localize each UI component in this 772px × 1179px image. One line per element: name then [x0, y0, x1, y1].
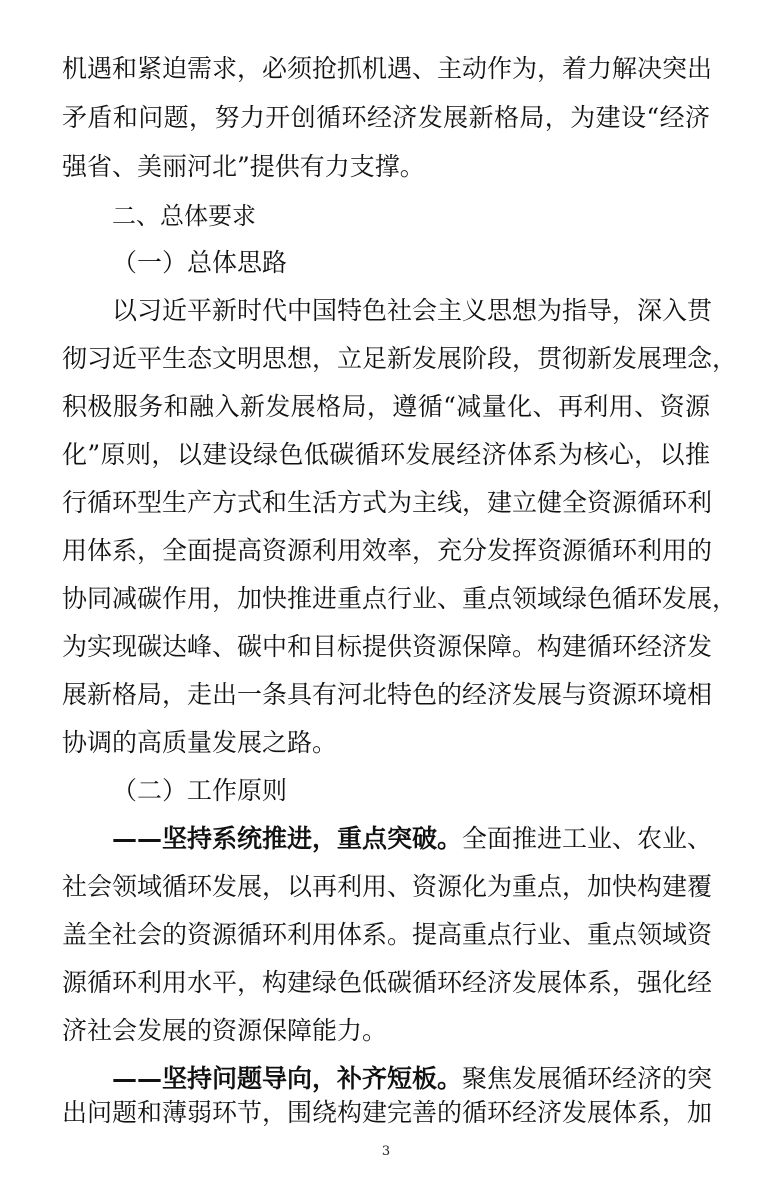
paragraph-line: 源循环利用水平，构建绿色低碳循环经济发展体系，强化经 [62, 968, 713, 997]
paragraph-line: 协同减碳作用，加快推进重点行业、重点领域绿色循环发展， [62, 584, 738, 613]
text-line: 矛盾和问题，努力开创循环经济发展新格局，为建设“经济 [62, 103, 710, 132]
paragraph-line: 盖全社会的资源循环利用体系。提高重点行业、重点领域资 [62, 920, 713, 949]
subsection-heading: （一）总体思路 [112, 248, 288, 277]
text-line: 强省、美丽河北”提供有力支撑。 [62, 152, 425, 181]
principle-text: 全面推进工业、农业、 [462, 824, 713, 853]
subsection-heading: （二）工作原则 [112, 776, 288, 805]
principle-line [112, 1062, 713, 1096]
page-number: 3 [381, 1144, 391, 1159]
paragraph-line: 协调的高质量发展之路。 [62, 728, 338, 757]
paragraph-line: 以习近平新时代中国特色社会主义思想为指导，深入贯 [112, 296, 713, 325]
paragraph-line: 积极服务和融入新发展格局，遵循“减量化、再利用、资源 [62, 392, 710, 421]
paragraph-line: 为实现碳达峰、碳中和目标提供资源保障。构建循环经济发 [62, 632, 713, 661]
text-line: 机遇和紧迫需求，必须抢抓机遇、主动作为，着力解决突出 [62, 54, 713, 83]
principle-text: 聚焦发展循环经济的突 [462, 1064, 713, 1093]
paragraph-line: 用体系，全面提高资源利用效率，充分发挥资源循环利用的 [62, 536, 713, 565]
paragraph-line: 行循环型生产方式和生活方式为主线，建立健全资源循环利 [62, 488, 713, 517]
principle-title: ——坚持系统推进，重点突破。 [112, 824, 463, 853]
paragraph-line: 济社会发展的资源保障能力。 [62, 1016, 388, 1045]
principle-title: ——坚持问题导向，补齐短板。 [112, 1064, 463, 1093]
paragraph-line: 展新格局，走出一条具有河北特色的经济发展与资源环境相 [62, 680, 713, 709]
paragraph-line: 彻习近平生态文明思想，立足新发展阶段，贯彻新发展理念， [62, 344, 738, 373]
paragraph-line: 化”原则，以建设绿色低碳循环发展经济体系为核心，以推 [62, 440, 710, 469]
paragraph-line: 出问题和薄弱环节，围绕构建完善的循环经济发展体系，加 [62, 1098, 713, 1127]
section-heading: 二、总体要求 [112, 202, 256, 230]
paragraph-line: 社会领域循环发展，以再利用、资源化为重点，加快构建覆 [62, 872, 713, 901]
principle-line [112, 822, 713, 856]
